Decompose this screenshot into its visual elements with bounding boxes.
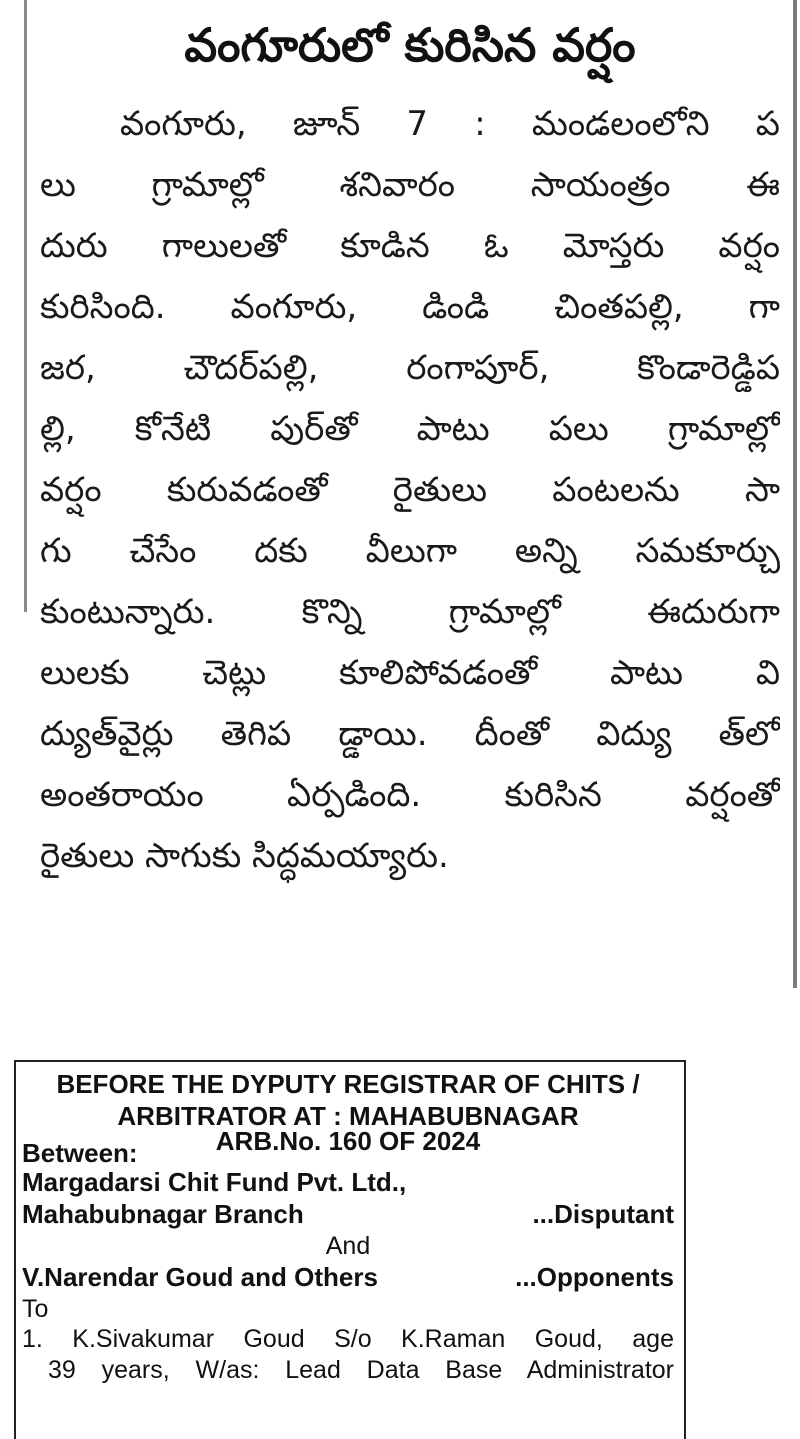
news-article [40,0,780,887]
article-line: వంగూరు, జూన్ 7 : మండలంలోని ప [120,104,780,144]
disputant-row [22,1198,674,1231]
article-headline: వంగూరులో కురిసిన వర్షం [184,18,636,72]
notice-heading-line-1: BEFORE THE DYPUTY REGISTRAR OF CHITS / [56,1069,640,1099]
article-line: ల్లి, కోనేటి పుర్‌తో పాటు పలు గ్రామాల్లో [40,409,780,449]
and-label: And [325,1232,371,1260]
column-rule-right [793,0,797,988]
article-line: గు చేసేం దకు వీలుగా అన్ని సమకూర్చు [40,531,780,571]
notice-case-row [22,1126,674,1168]
article-line: ద్యుత్‌వైర్లు తెగిప డ్డాయి. దీంతో విద్యు త్‌లో [40,714,780,754]
addressee-line: 1. K.Sivakumar Goud S/o K.Raman Goud, age [22,1325,674,1353]
between-label: Between: [22,1138,138,1168]
article-line: కుంటున్నారు. కొన్ని గ్రామాల్లో ఈదురుగా [40,592,780,632]
article-line: లు గ్రామాల్లో శనివారం సాయంత్రం ఈ [40,165,780,205]
opponent-name: V.Narendar Goud and Others [22,1262,378,1292]
legal-notice-box [14,1060,686,1439]
article-line: జర, చౌదర్‌పల్లి, రంగాపూర్, కొండారెడ్డిప [40,348,780,388]
notice-heading-line-2: ARBITRATOR AT : MAHABUBNAGAR [117,1101,579,1131]
opponent-role: ...Opponents [515,1262,674,1292]
article-line: కురిసింది. వంగూరు, డిండి చింతపల్లి, గా [40,287,780,327]
to-label: To [22,1295,49,1323]
article-line: లులకు చెట్లు కూలిపోవడంతో పాటు వి [40,653,780,693]
opponent-row [22,1261,674,1294]
disputant-branch: Mahabubnagar Branch [22,1199,304,1229]
article-line: దురు గాలులతో కూడిన ఓ మోస్తరు వర్షం [40,226,780,266]
disputant-name: Margadarsi Chit Fund Pvt. Ltd., [22,1167,407,1197]
article-line: రైతులు సాగుకు సిద్ధమయ్యారు. [40,836,449,876]
addressee-line: 39 years, W/as: Lead Data Base Administrator [48,1356,674,1384]
arbitration-number: ARB.No. 160 OF 2024 [215,1126,481,1156]
article-line: వర్షం కురువడంతో రైతులు పంటలను సా [40,470,780,510]
article-body [40,94,780,887]
disputant-role: ...Disputant [532,1199,674,1229]
column-rule-left [24,0,27,612]
article-line: అంతరాయం ఏర్పడింది. కురిసిన వర్షంతో [40,775,780,815]
